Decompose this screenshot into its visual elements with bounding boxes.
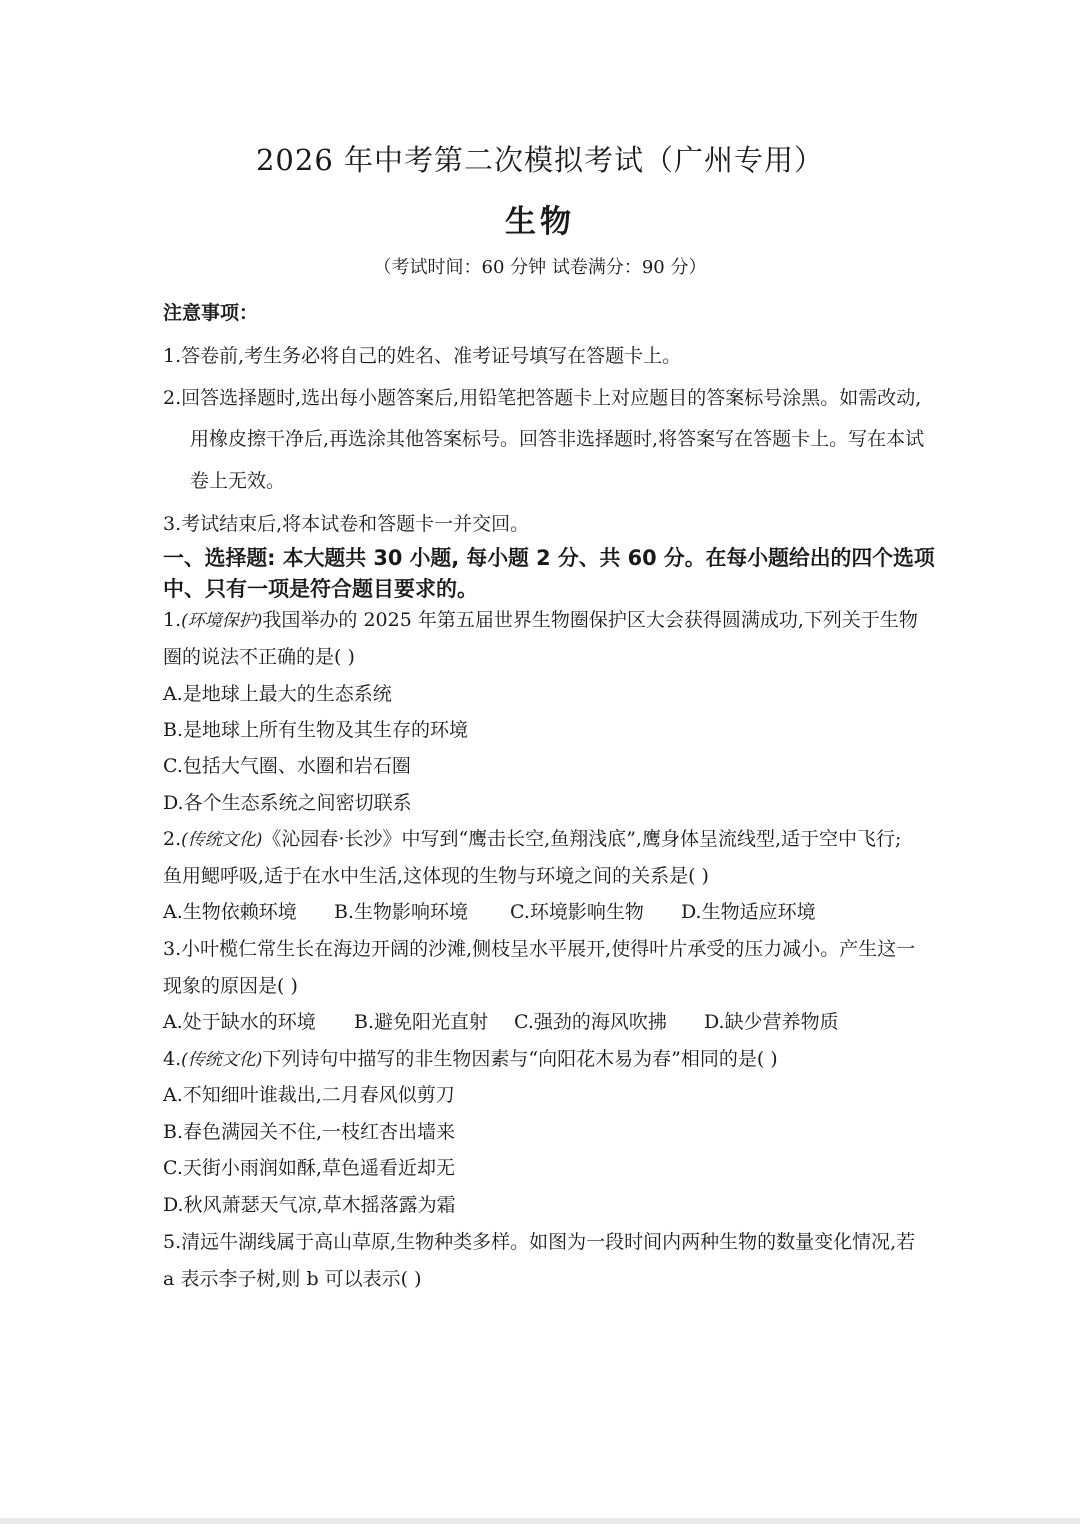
question-2-number: 2. bbox=[163, 828, 182, 850]
question-2-line-2: 鱼用鳃呼吸,适于在水中生活,这体现的生物与环境之间的关系是( ) bbox=[163, 865, 709, 887]
question-4-stem: 下列诗句中描写的非生物因素与“向阳花木易为春”相同的是( ) bbox=[262, 1048, 778, 1070]
question-1-number: 1. bbox=[163, 609, 182, 631]
question-4-option-a: A.不知细叶谁裁出,二月春风似剪刀 bbox=[163, 1084, 455, 1106]
question-2-tag: (传统文化) bbox=[181, 830, 263, 850]
question-4-number: 4. bbox=[163, 1048, 182, 1070]
question-1-line-1 bbox=[163, 605, 918, 632]
question-3-option-d: D.缺少营养物质 bbox=[704, 1011, 839, 1033]
question-2-line-1 bbox=[163, 824, 901, 851]
note-2-line-3: 卷上无效。 bbox=[190, 470, 286, 492]
note-3: 3.考试结束后,将本试卷和答题卡一并交回。 bbox=[163, 513, 530, 535]
question-3-line-2: 现象的原因是( ) bbox=[163, 975, 298, 997]
question-1-option-a: A.是地球上最大的生态系统 bbox=[163, 683, 392, 705]
question-1-line-2: 圈的说法不正确的是( ) bbox=[163, 646, 355, 668]
question-5-line-2: a 表示李子树,则 b 可以表示( ) bbox=[163, 1268, 422, 1290]
note-2-line-2: 用橡皮擦干净后,再选涂其他答案标号。回答非选择题时,将答案写在答题卡上。写在本试 bbox=[190, 428, 925, 450]
question-2-option-a: A.生物依赖环境 bbox=[163, 901, 297, 923]
question-4-tag: (传统文化) bbox=[181, 1050, 263, 1070]
question-3-line-1: 3.小叶榄仁常生长在海边开阔的沙滩,侧枝呈水平展开,使得叶片承受的压力减小。产生这一 bbox=[163, 938, 916, 960]
question-4-option-b: B.春色满园关不住,一枝红杏出墙来 bbox=[163, 1121, 456, 1143]
note-1: 1.答卷前,考生务必将自己的姓名、准考证号填写在答题卡上。 bbox=[163, 345, 682, 367]
section-heading-line-2: 中、只有一项是符合题目要求的。 bbox=[163, 577, 478, 601]
question-3-option-b: B.避免阳光直射 bbox=[354, 1011, 489, 1033]
question-5-line-1: 5.清远牛湖线属于高山草原,生物种类多样。如图为一段时间内两种生物的数量变化情况,若 bbox=[163, 1231, 916, 1253]
page-edge bbox=[0, 1518, 1080, 1524]
question-1-option-d: D.各个生态系统之间密切联系 bbox=[163, 792, 412, 814]
question-4-option-d: D.秋风萧瑟天气凉,草木摇落露为霜 bbox=[163, 1194, 456, 1216]
question-2-option-b: B.生物影响环境 bbox=[334, 901, 469, 923]
question-3-option-c: C.强劲的海风吹拂 bbox=[514, 1011, 667, 1033]
question-2-option-c: C.环境影响生物 bbox=[510, 901, 644, 923]
question-1-tag: (环境保护) bbox=[181, 611, 263, 631]
notes-heading: 注意事项： bbox=[163, 302, 259, 324]
question-1-option-b: B.是地球上所有生物及其生存的环境 bbox=[163, 719, 469, 741]
question-4-line-1 bbox=[163, 1044, 778, 1071]
exam-info: （考试时间：60 分钟 试卷满分：90 分） bbox=[373, 257, 707, 278]
question-1-stem: 我国举办的 2025 年第五届世界生物圈保护区大会获得圆满成功,下列关于生物 bbox=[262, 609, 918, 631]
page-title: 2026 年中考第二次模拟考试（广州专用） bbox=[255, 143, 825, 177]
note-2-line-1: 2.回答选择题时,选出每小题答案后,用铅笔把答题卡上对应题目的答案标号涂黑。如需改动, bbox=[163, 387, 922, 409]
question-2-option-d: D.生物适应环境 bbox=[681, 901, 816, 923]
subject-heading: 生物 bbox=[505, 204, 575, 240]
question-1-option-c: C.包括大气圈、水圈和岩石圈 bbox=[163, 755, 411, 777]
section-heading-line-1: 一、选择题: 本大题共 30 小题, 每小题 2 分、共 60 分。在每小题给出的四个选项 bbox=[163, 546, 935, 570]
question-4-option-c: C.天街小雨润如酥,草色遥看近却无 bbox=[163, 1157, 455, 1179]
question-2-stem: 《沁园春·长沙》中写到“鹰击长空,鱼翔浅底”,鹰身体呈流线型,适于空中飞行; bbox=[262, 828, 902, 850]
question-3-option-a: A.处于缺水的环境 bbox=[163, 1011, 316, 1033]
